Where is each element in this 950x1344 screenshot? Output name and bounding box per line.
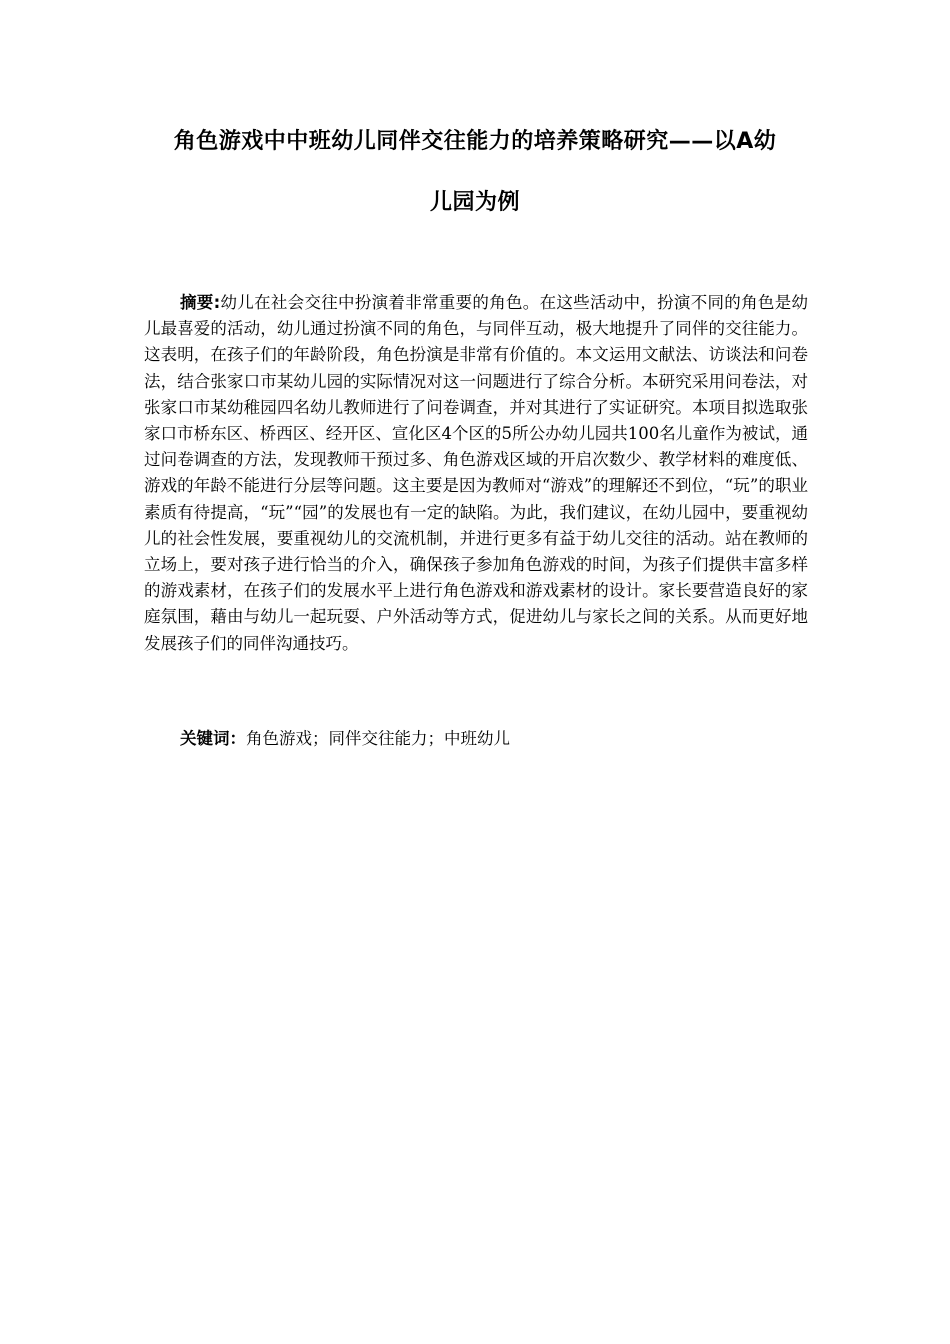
keywords-text: 角色游戏；同伴交往能力；中班幼儿 (246, 729, 510, 748)
abstract-label: 摘要: (180, 293, 221, 312)
abstract-text: 幼儿在社会交往中扮演着非常重要的角色。在这些活动中，扮演不同的角色是幼儿最喜爱的活动，幼儿通过扮演不同的角色，与同伴互动，极大地提升了同伴的交往能力。这表明，在孩子们的年龄阶段，角色扮演是非常有价值的。本文运用文献法、访谈法和问卷法，结合张家口市某幼儿园的实际情况对这一问题进行了综合分析。本研究采用问卷法，对张家口市某幼稚园四名幼儿教师进行了问卷调查，并对其进行了实证研究。本项目拟选取张家口市桥东区、桥西区、经开区、宣化区4个区的5所公办幼儿园共100名儿童作为被试，通过问卷调查的方法，发现教师干预过多、角色游戏区域的开启次数少、教学材料的难度低、游戏的年龄不能进行分层等问题。这主要是因为教师对“游戏”的理解还不到位，“玩”的职业素质有待提高，“玩”“园”的发展也有一定的缺陷。为此，我们建议，在幼儿园中，要重视幼儿的社会性发展，要重视幼儿的交流机制，并进行更多有益于幼儿交往的活动。站在教师的立场上，要对孩子进行恰当的介入，确保孩子参加角色游戏的时间，为孩子们提供丰富多样的游戏素材，在孩子们的发展水平上进行角色游戏和游戏素材的设计。家长要营造良好的家庭氛围，藉由与幼儿一起玩耍、户外活动等方式，促进幼儿与家长之间的关系。从而更好地发展孩子们的同伴沟通技巧。 (144, 293, 808, 653)
paper-title-line-2: 儿园为例 (429, 190, 520, 215)
abstract-paragraph (144, 290, 808, 657)
keywords-label: 关键词： (180, 729, 246, 748)
paper-title-line-1: 角色游戏中中班幼儿同伴交往能力的培养策略研究——以A幼 (173, 129, 777, 154)
keywords-line (180, 726, 800, 752)
